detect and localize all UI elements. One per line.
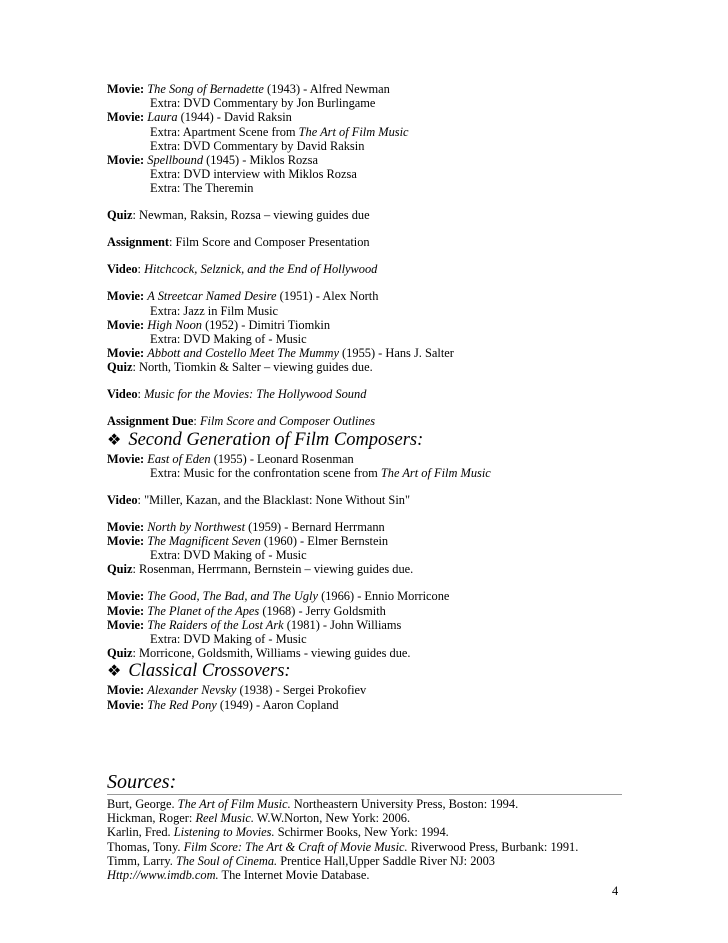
schedule-line <box>107 604 622 618</box>
title-italic: Spellbound <box>147 153 204 168</box>
text-run: Thomas, Tony. <box>107 839 184 854</box>
label-bold: Movie: <box>107 451 145 466</box>
title-italic: The Red Pony <box>147 697 217 712</box>
label-bold: Movie: <box>107 110 145 125</box>
source-entry <box>107 825 622 839</box>
text-run: (1966) - Ennio Morricone <box>317 589 450 604</box>
label-bold: Movie: <box>107 289 145 304</box>
source-entry <box>107 868 622 882</box>
title-italic: The Raiders of the Lost Ark <box>147 617 284 632</box>
schedule-line <box>107 289 622 303</box>
schedule-line <box>107 360 622 374</box>
title-italic: Film Score and Composer Outlines <box>199 414 376 429</box>
title-italic: Alexander Nevsky <box>147 683 237 698</box>
sources-heading: Sources: <box>107 770 622 795</box>
label-bold: Movie: <box>107 346 145 361</box>
schedule-line <box>107 82 622 96</box>
text-run: Karlin, Fred. <box>107 825 174 840</box>
label-bold: Quiz <box>107 646 133 661</box>
diamond-bullet-icon: ❖ <box>107 661 122 681</box>
schedule-line <box>107 646 622 660</box>
spacer <box>107 402 622 415</box>
spacer <box>107 480 622 493</box>
sources-section <box>107 764 622 882</box>
label-bold: Movie: <box>107 153 145 168</box>
text-run: Extra: DVD Commentary by David Raksin <box>150 138 365 153</box>
section-heading <box>107 660 622 682</box>
schedule-line <box>107 235 622 249</box>
document-body <box>107 82 622 712</box>
sources-list <box>107 797 622 882</box>
label-bold: Movie: <box>107 317 145 332</box>
text-run: : Rosenman, Herrmann, Bernstein – viewing guides due. <box>132 562 414 577</box>
text-run: Extra: The Theremin <box>150 181 254 196</box>
schedule-line <box>107 153 622 167</box>
title-italic: Film Score: The Art & Craft of Movie Music. <box>183 839 408 854</box>
extra-line <box>107 125 622 139</box>
label-bold: Video <box>107 387 138 402</box>
text-run: (1981) - John Williams <box>283 617 402 632</box>
page-number: 4 <box>612 884 619 898</box>
schedule-line <box>107 452 622 466</box>
text-run: W.W.Norton, New York: 2006. <box>253 811 411 826</box>
text-run: Northeastern University Press, Boston: 1994. <box>290 797 519 811</box>
text-run: : <box>193 414 200 429</box>
text-run: Extra: DVD interview with Miklos Rozsa <box>150 167 357 182</box>
schedule-line <box>107 414 622 428</box>
label-bold: Movie: <box>107 697 145 712</box>
text-run: Extra: Music for the confrontation scene from <box>150 465 381 480</box>
spacer <box>107 223 622 236</box>
title-italic: A Streetcar Named Desire <box>147 289 277 304</box>
text-run: : <box>137 262 145 277</box>
extra-line <box>107 96 622 110</box>
text-run: Extra: Jazz in Film Music <box>150 303 279 318</box>
schedule-line <box>107 618 622 632</box>
text-run: Extra: DVD Making of - Music <box>150 332 307 347</box>
text-run: Extra: Apartment Scene from <box>150 124 299 139</box>
label-bold: Movie: <box>107 519 145 534</box>
title-italic: The Art of Film Music. <box>177 797 291 811</box>
text-run: Prentice Hall,Upper Saddle River NJ: 2003 <box>277 853 495 868</box>
text-run: (1945) - Miklos Rozsa <box>203 153 318 168</box>
schedule-line <box>107 318 622 332</box>
extra-line <box>107 332 622 346</box>
label-bold: Movie: <box>107 603 145 618</box>
title-italic: The Good, The Bad, and The Ugly <box>147 589 318 604</box>
text-run: : Film Score and Composer Presentation <box>168 235 370 250</box>
title-italic: Abbott and Costello Meet The Mummy <box>147 346 339 361</box>
text-run: Hickman, Roger: <box>107 811 196 826</box>
text-run: : North, Tiomkin & Salter – viewing guides due. <box>132 360 373 375</box>
title-italic: Music for the Movies: The Hollywood Sound <box>144 387 367 402</box>
title-italic: Hitchcock, Selznick, and the End of Hollywood <box>144 262 378 277</box>
text-run: (1955) - Leonard Rosenman <box>210 451 354 466</box>
title-italic: Laura <box>147 110 178 125</box>
text-run: (1959) - Bernard Herrmann <box>245 519 385 534</box>
text-run: (1960) - Elmer Bernstein <box>260 534 389 549</box>
schedule-line <box>107 683 622 697</box>
text-run: Riverwood Press, Burbank: 1991. <box>407 839 579 854</box>
extra-line <box>107 632 622 646</box>
spacer <box>107 277 622 290</box>
title-italic: The Magnificent Seven <box>147 534 261 549</box>
source-entry <box>107 854 622 868</box>
extra-line <box>107 181 622 195</box>
label-bold: Movie: <box>107 82 145 96</box>
text-run: Extra: DVD Making of - Music <box>150 632 307 647</box>
extra-line <box>107 548 622 562</box>
label-bold: Movie: <box>107 683 145 698</box>
title-italic: The Soul of Cinema. <box>175 853 278 868</box>
source-entry <box>107 811 622 825</box>
title-italic: North by Northwest <box>147 519 246 534</box>
extra-line <box>107 466 622 480</box>
text-run: (1949) - Aaron Copland <box>216 697 339 712</box>
schedule-line <box>107 698 622 712</box>
text-run: (1955) - Hans J. Salter <box>338 346 454 361</box>
spacer <box>107 250 622 263</box>
schedule-line <box>107 387 622 401</box>
text-run: Schirmer Books, New York: 1994. <box>274 825 449 840</box>
label-bold: Movie: <box>107 534 145 549</box>
schedule-line <box>107 562 622 576</box>
text-run: : Morricone, Goldsmith, Williams - viewing guides due. <box>132 646 411 661</box>
text-run: The Internet Movie Database. <box>218 868 370 883</box>
text-run: Extra: DVD Making of - Music <box>150 548 307 563</box>
text-run: : "Miller, Kazan, and the Blacklast: None Without Sin" <box>137 492 411 507</box>
label-bold: Assignment <box>107 235 169 250</box>
text-run: : <box>137 387 145 402</box>
schedule-line <box>107 208 622 222</box>
source-entry <box>107 797 622 811</box>
text-run: : Newman, Raksin, Rozsa – viewing guides due <box>132 208 370 223</box>
section-heading-text: Classical Crossovers: <box>128 661 291 682</box>
text-run: (1944) - David Raksin <box>177 110 292 125</box>
label-bold: Quiz <box>107 562 133 577</box>
schedule-line <box>107 520 622 534</box>
schedule-line <box>107 262 622 276</box>
text-run: (1951) - Alex North <box>276 289 379 304</box>
extra-line <box>107 304 622 318</box>
schedule-line <box>107 534 622 548</box>
diamond-bullet-icon: ❖ <box>107 429 122 449</box>
spacer <box>107 196 622 209</box>
title-italic: High Noon <box>147 317 202 332</box>
schedule-line <box>107 589 622 603</box>
title-italic: Listening to Movies. <box>173 825 275 840</box>
extra-line <box>107 139 622 153</box>
schedule-line <box>107 110 622 124</box>
title-italic: The Art of Film Music <box>298 124 409 139</box>
spacer <box>107 507 622 520</box>
label-bold: Quiz <box>107 208 133 223</box>
text-run: Extra: DVD Commentary by Jon Burlingame <box>150 96 376 111</box>
spacer <box>107 577 622 590</box>
extra-line <box>107 167 622 181</box>
title-italic: Http://www.imdb.com. <box>107 868 219 883</box>
text-run: (1952) - Dimitri Tiomkin <box>202 317 331 332</box>
title-italic: Reel Music. <box>195 811 254 826</box>
text-run: (1938) - Sergei Prokofiev <box>236 683 367 698</box>
text-run: (1943) - Alfred Newman <box>263 82 390 96</box>
title-italic: The Planet of the Apes <box>147 603 260 618</box>
title-italic: The Song of Bernadette <box>147 82 264 96</box>
text-run: (1968) - Jerry Goldsmith <box>259 603 386 618</box>
label-bold: Movie: <box>107 589 145 604</box>
title-italic: The Art of Film Music <box>380 465 491 480</box>
source-entry <box>107 840 622 854</box>
label-bold: Movie: <box>107 617 145 632</box>
section-heading <box>107 429 622 451</box>
label-bold: Video <box>107 492 138 507</box>
text-run: Burt, George. <box>107 797 178 811</box>
label-bold: Assignment Due <box>107 414 194 429</box>
title-italic: East of Eden <box>147 451 211 466</box>
label-bold: Video <box>107 262 138 277</box>
section-heading-text: Second Generation of Film Composers: <box>128 429 424 450</box>
text-run: Timm, Larry. <box>107 853 176 868</box>
spacer <box>107 375 622 388</box>
label-bold: Quiz <box>107 360 133 375</box>
schedule-line <box>107 346 622 360</box>
schedule-line <box>107 493 622 507</box>
